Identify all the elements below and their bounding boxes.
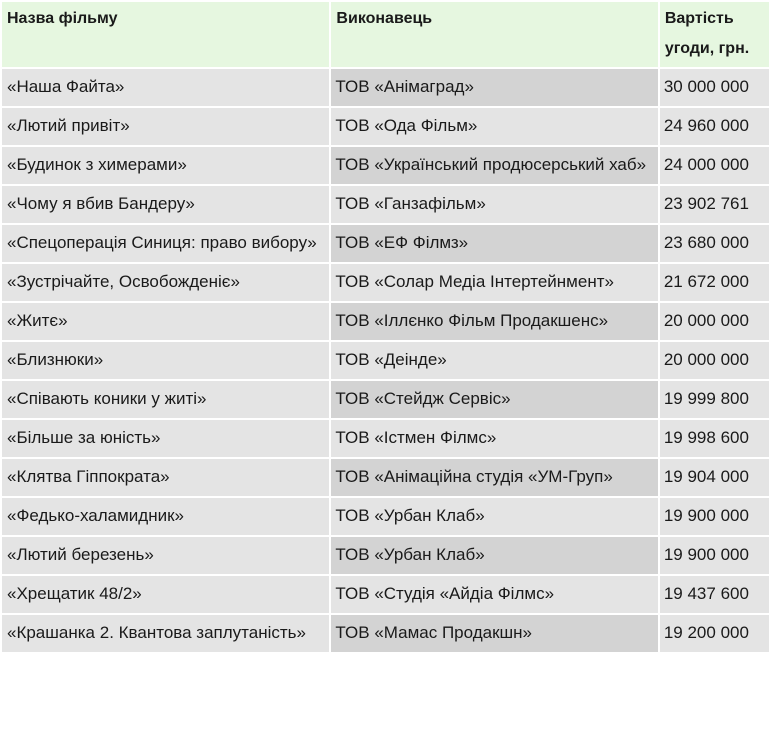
cell-film-title: «Спецоперація Синиця: право вибору» bbox=[2, 225, 329, 262]
cell-film-title: «Житє» bbox=[2, 303, 329, 340]
table-row bbox=[2, 264, 769, 301]
cell-contract-cost: 20 000 000 bbox=[660, 342, 769, 379]
cell-contract-cost: 23 680 000 bbox=[660, 225, 769, 262]
cell-performer: ТОВ «Деінде» bbox=[331, 342, 657, 379]
cell-contract-cost: 19 900 000 bbox=[660, 498, 769, 535]
table-header bbox=[2, 2, 769, 67]
cell-performer: ТОВ «ЕФ Філмз» bbox=[331, 225, 657, 262]
cell-contract-cost: 19 437 600 bbox=[660, 576, 769, 613]
cell-performer: ТОВ «Урбан Клаб» bbox=[331, 498, 657, 535]
table-body bbox=[2, 69, 769, 652]
cell-performer: ТОВ «Урбан Клаб» bbox=[331, 537, 657, 574]
cell-contract-cost: 19 904 000 bbox=[660, 459, 769, 496]
header-performer: Виконавець bbox=[331, 2, 657, 67]
table-row bbox=[2, 459, 769, 496]
cell-performer: ТОВ «Анімаград» bbox=[331, 69, 657, 106]
table-row bbox=[2, 147, 769, 184]
cell-film-title: «Близнюки» bbox=[2, 342, 329, 379]
cell-film-title: «Лютий привіт» bbox=[2, 108, 329, 145]
table-row bbox=[2, 420, 769, 457]
cell-film-title: «Будинок з химерами» bbox=[2, 147, 329, 184]
table-row bbox=[2, 615, 769, 652]
cell-film-title: «Співають коники у житі» bbox=[2, 381, 329, 418]
cell-film-title: «Хрещатик 48/2» bbox=[2, 576, 329, 613]
cell-film-title: «Лютий березень» bbox=[2, 537, 329, 574]
table-row bbox=[2, 225, 769, 262]
cell-contract-cost: 21 672 000 bbox=[660, 264, 769, 301]
table-row bbox=[2, 69, 769, 106]
cell-performer: ТОВ «Анімаційна студія «УМ-Груп» bbox=[331, 459, 657, 496]
cell-contract-cost: 20 000 000 bbox=[660, 303, 769, 340]
cell-contract-cost: 19 900 000 bbox=[660, 537, 769, 574]
cell-contract-cost: 24 960 000 bbox=[660, 108, 769, 145]
table-row bbox=[2, 108, 769, 145]
cell-performer: ТОВ «Український продюсерський хаб» bbox=[331, 147, 657, 184]
cell-film-title: «Наша Файта» bbox=[2, 69, 329, 106]
cell-film-title: «Клятва Гіппократа» bbox=[2, 459, 329, 496]
cell-performer: ТОВ «Ода Фільм» bbox=[331, 108, 657, 145]
cell-performer: ТОВ «Студія «Айдіа Філмс» bbox=[331, 576, 657, 613]
cell-film-title: «Федько-халамидник» bbox=[2, 498, 329, 535]
cell-film-title: «Крашанка 2. Квантова заплутаність» bbox=[2, 615, 329, 652]
cell-performer: ТОВ «Істмен Філмс» bbox=[331, 420, 657, 457]
header-film-title: Назва фільму bbox=[2, 2, 329, 67]
header-row bbox=[2, 2, 769, 67]
cell-performer: ТОВ «Ганзафільм» bbox=[331, 186, 657, 223]
cell-film-title: «Більше за юність» bbox=[2, 420, 329, 457]
cell-performer: ТОВ «Солар Медіа Інтертейнмент» bbox=[331, 264, 657, 301]
cell-contract-cost: 19 200 000 bbox=[660, 615, 769, 652]
cell-film-title: «Чому я вбив Бандеру» bbox=[2, 186, 329, 223]
cell-contract-cost: 19 998 600 bbox=[660, 420, 769, 457]
table-row bbox=[2, 537, 769, 574]
table-row bbox=[2, 498, 769, 535]
table-row bbox=[2, 303, 769, 340]
table-row bbox=[2, 342, 769, 379]
table-row bbox=[2, 576, 769, 613]
cell-contract-cost: 24 000 000 bbox=[660, 147, 769, 184]
table-row bbox=[2, 381, 769, 418]
cell-performer: ТОВ «Мамас Продакшн» bbox=[331, 615, 657, 652]
cell-film-title: «Зустрічайте, Освобожденіє» bbox=[2, 264, 329, 301]
cell-performer: ТОВ «Стейдж Сервіс» bbox=[331, 381, 657, 418]
cell-contract-cost: 19 999 800 bbox=[660, 381, 769, 418]
cell-contract-cost: 30 000 000 bbox=[660, 69, 769, 106]
cell-contract-cost: 23 902 761 bbox=[660, 186, 769, 223]
cell-performer: ТОВ «Іллєнко Фільм Продакшенс» bbox=[331, 303, 657, 340]
header-contract-cost: Вартість угоди, грн. bbox=[660, 2, 769, 67]
table-row bbox=[2, 186, 769, 223]
